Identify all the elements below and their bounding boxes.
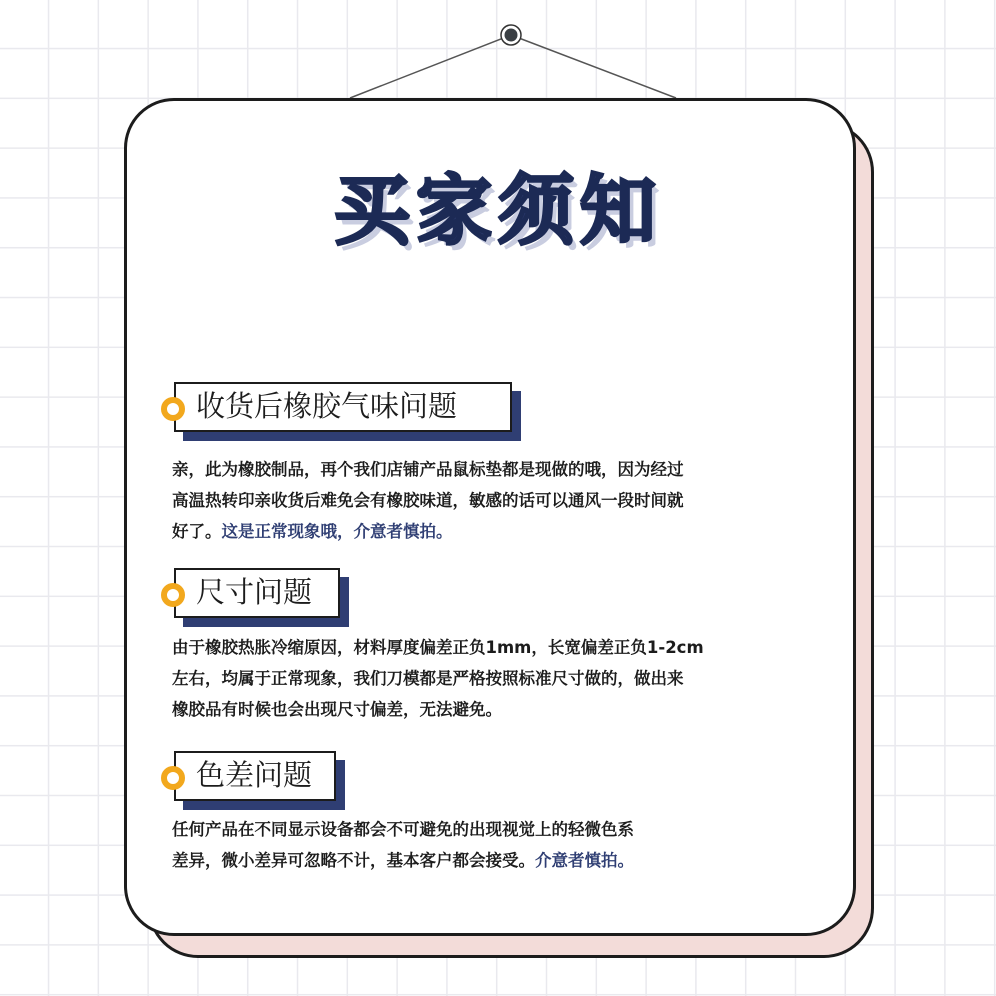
section-text-odor: 亲，此为橡胶制品，再个我们店铺产品鼠标垫都是现做的哦，因为经过 高温热转印亲收货后难免会有橡胶味道，敏感的话可以通风一段时间就 好了。这是正常现象哦，介意者慎拍。 <box>172 460 684 541</box>
section-heading-size: 尺寸问题 <box>174 568 340 618</box>
bullet-ring-icon <box>161 583 185 607</box>
section-heading-odor: 收货后橡胶气味问题 <box>174 382 512 432</box>
section-text-size: 由于橡胶热胀冷缩原因，材料厚度偏差正负1mm，长宽偏差正负1-2cm 左右，均属于正常现象，我们刀模都是严格按照标准尺寸做的，做出来 橡胶品有时候也会出现尺寸偏差，无法避免。 <box>172 638 704 719</box>
page-title: 买家须知 <box>334 166 662 255</box>
bullet-ring-icon <box>161 766 185 790</box>
section-heading-color: 色差问题 <box>174 751 336 801</box>
section-text-color: 任何产品在不同显示设备都会不可避免的出现视觉上的轻微色系 差异，微小差异可忽略不计，基本客户都会接受。介意者慎拍。 <box>172 820 634 870</box>
bullet-ring-icon <box>161 397 185 421</box>
